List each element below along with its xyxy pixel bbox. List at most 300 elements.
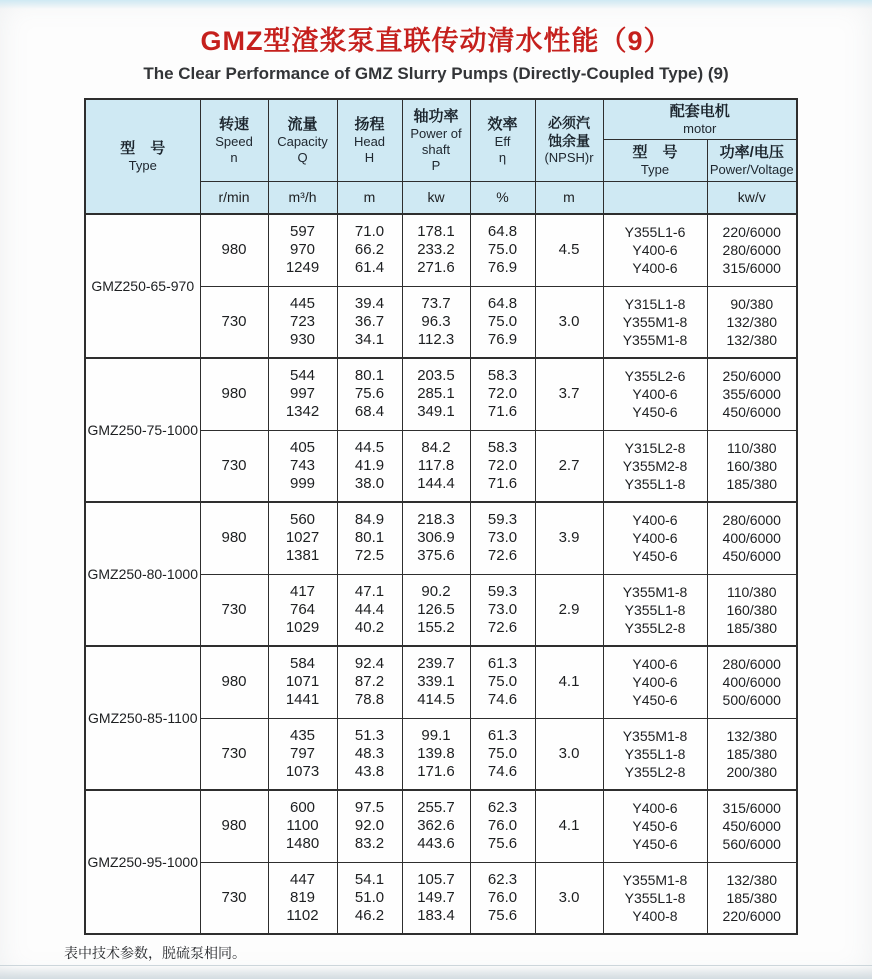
capacity-cell-value: 1071 <box>285 673 320 691</box>
motor-power-cell-value: 500/6000 <box>722 692 781 709</box>
motor-type-cell-value: Y400-6 <box>632 656 678 673</box>
col-header-speed-zh: 转速 <box>218 115 249 133</box>
shaft-power-cell <box>402 862 470 934</box>
capacity-cell <box>268 790 337 862</box>
capacity-cell-value: 435 <box>289 726 316 744</box>
motor-type-cell-value: Y355L1-8 <box>624 745 686 762</box>
motor-power-cell-value: 400/6000 <box>722 674 781 691</box>
motor-type-cell-value: Y400-6 <box>632 386 678 403</box>
col-header-npsh <box>535 99 603 181</box>
col-header-capacity <box>268 99 337 181</box>
speed-cell-value: 980 <box>221 673 247 691</box>
capacity-cell-value: 1342 <box>285 403 320 421</box>
col-header-type-zh: 型 号 <box>120 140 166 157</box>
motor-power-cell <box>707 646 797 718</box>
motor-type-cell-value: Y355M1-8 <box>622 871 688 888</box>
speed-cell <box>200 430 268 502</box>
head-cell-value: 43.8 <box>354 762 385 780</box>
npsh-cell-value: 3.7 <box>558 385 580 403</box>
eff-cell-value: 58.3 <box>487 438 518 456</box>
eff-cell <box>470 718 535 790</box>
motor-power-cell-value: 90/380 <box>730 295 774 312</box>
page-title: GMZ型渣浆泵直联传动清水性能（9） <box>200 26 672 56</box>
col-header-npsh-zh: 必须汽蚀余量 <box>548 115 590 150</box>
col-header-motor-power <box>707 139 797 181</box>
eff-cell-value: 71.6 <box>487 403 518 421</box>
motor-type-cell-value: Y355M1-8 <box>622 583 688 600</box>
col-header-eff <box>470 99 535 181</box>
capacity-cell-value: 1249 <box>285 259 320 277</box>
head-cell-value: 78.8 <box>354 691 385 709</box>
shaft-power-cell-value: 117.8 <box>417 456 455 474</box>
motor-type-cell <box>603 646 707 718</box>
head-cell <box>337 502 402 574</box>
npsh-cell-value: 4.1 <box>558 673 580 691</box>
capacity-cell <box>268 286 337 358</box>
capacity-cell-value: 997 <box>289 385 316 403</box>
shaft-power-cell-value: 144.4 <box>417 474 455 492</box>
motor-type-cell <box>603 430 707 502</box>
npsh-cell <box>535 718 603 790</box>
col-header-npsh-en: (NPSH)r <box>544 150 594 166</box>
head-cell-value: 47.1 <box>354 582 385 600</box>
unit-speed: r/min <box>200 181 268 214</box>
motor-type-cell-value: Y355M2-8 <box>622 457 688 474</box>
head-cell <box>337 430 402 502</box>
eff-cell <box>470 358 535 430</box>
model-cell-value: GMZ250-75-1000 <box>87 422 198 438</box>
col-header-eff-sym: η <box>498 149 507 165</box>
shaft-power-cell-value: 183.4 <box>417 906 455 924</box>
speed-cell <box>200 718 268 790</box>
capacity-cell-value: 764 <box>289 600 316 618</box>
motor-type-cell-value: Y355M1-8 <box>622 313 688 330</box>
table-row <box>85 502 797 574</box>
eff-cell <box>470 646 535 718</box>
npsh-cell-value: 3.0 <box>558 744 580 762</box>
motor-type-cell-value: Y450-6 <box>632 836 678 853</box>
shaft-power-cell-value: 218.3 <box>417 511 455 529</box>
eff-cell-value: 73.0 <box>487 600 518 618</box>
head-cell-value: 92.4 <box>354 655 385 673</box>
motor-type-cell-value: Y355L2-8 <box>624 619 686 636</box>
unit-head: m <box>337 181 402 214</box>
speed-cell-value: 730 <box>221 888 247 906</box>
col-header-head <box>337 99 402 181</box>
capacity-cell-value: 743 <box>289 456 316 474</box>
eff-cell-value: 62.3 <box>487 799 518 817</box>
motor-power-cell-value: 315/6000 <box>722 260 781 277</box>
motor-power-cell-value: 450/6000 <box>722 548 781 565</box>
shaft-power-cell-value: 96.3 <box>421 312 451 330</box>
motor-type-cell-value: Y400-6 <box>632 260 678 277</box>
motor-power-cell-value: 200/380 <box>726 763 778 780</box>
eff-cell <box>470 862 535 934</box>
col-header-capacity-en: Capacity <box>277 133 328 149</box>
head-cell-value: 51.3 <box>354 726 385 744</box>
shaft-power-cell-value: 285.1 <box>417 385 455 403</box>
npsh-cell <box>535 430 603 502</box>
col-header-speed-en: Speed <box>215 133 253 149</box>
motor-type-cell-value: Y355M1-8 <box>622 727 688 744</box>
motor-type-cell-value: Y400-6 <box>632 674 678 691</box>
motor-type-cell <box>603 718 707 790</box>
shaft-power-cell <box>402 358 470 430</box>
shaft-power-cell-value: 84.2 <box>421 438 451 456</box>
head-cell-value: 46.2 <box>354 906 385 924</box>
eff-cell-value: 72.6 <box>487 618 518 636</box>
capacity-cell-value: 1029 <box>285 618 320 636</box>
eff-cell-value: 74.6 <box>487 762 518 780</box>
motor-power-cell-value: 220/6000 <box>722 907 781 924</box>
motor-type-cell-value: Y355L2-8 <box>624 763 686 780</box>
motor-power-cell-value: 450/6000 <box>722 818 781 835</box>
motor-power-cell <box>707 358 797 430</box>
motor-power-cell-value: 132/380 <box>726 871 778 888</box>
npsh-cell <box>535 574 603 646</box>
table-row <box>85 646 797 718</box>
capacity-cell-value: 584 <box>289 655 316 673</box>
shaft-power-cell-value: 112.3 <box>417 330 455 348</box>
page-subtitle: The Clear Performance of GMZ Slurry Pumps (Directly-Coupled Type) (9) <box>143 64 729 83</box>
speed-cell <box>200 646 268 718</box>
motor-type-cell-value: Y315L2-8 <box>624 439 686 456</box>
shaft-power-cell <box>402 214 470 286</box>
motor-power-cell-value: 185/380 <box>726 475 778 492</box>
capacity-cell-value: 1441 <box>285 691 320 709</box>
head-cell-value: 61.4 <box>354 259 385 277</box>
col-header-shaft-power-zh: 轴功率 <box>413 107 459 125</box>
shaft-power-cell-value: 171.6 <box>417 762 455 780</box>
col-header-eff-en: Eff <box>494 133 511 149</box>
npsh-cell-value: 2.9 <box>558 600 580 618</box>
head-cell-value: 44.4 <box>354 600 385 618</box>
col-header-motor-type-zh: 型 号 <box>632 143 678 161</box>
capacity-cell-value: 1100 <box>286 817 319 835</box>
head-cell <box>337 574 402 646</box>
table-footnote: 表中技术参数，脱硫泵相同。 <box>64 945 246 961</box>
col-header-motor-type <box>603 139 707 181</box>
motor-power-cell-value: 132/380 <box>726 727 778 744</box>
page-top-fade <box>0 0 872 9</box>
npsh-cell-value: 4.5 <box>558 241 580 259</box>
motor-type-cell-value: Y315L1-8 <box>624 295 686 312</box>
eff-cell-value: 73.0 <box>487 529 518 547</box>
motor-type-cell-value: Y355M1-8 <box>622 331 688 348</box>
col-header-motor-type-en: Type <box>640 161 670 177</box>
capacity-cell-value: 797 <box>289 744 316 762</box>
capacity-cell-value: 597 <box>289 223 316 241</box>
capacity-cell-value: 417 <box>289 582 316 600</box>
head-cell <box>337 286 402 358</box>
capacity-cell-value: 1073 <box>285 762 320 780</box>
motor-power-cell <box>707 574 797 646</box>
eff-cell <box>470 790 535 862</box>
eff-cell-value: 75.6 <box>487 835 518 853</box>
page-bottom-fade <box>0 965 872 979</box>
col-header-capacity-sym: Q <box>297 149 308 165</box>
motor-type-cell <box>603 358 707 430</box>
model-cell <box>85 358 200 502</box>
motor-power-cell-value: 110/380 <box>726 583 777 600</box>
capacity-cell <box>268 430 337 502</box>
eff-cell-value: 61.3 <box>487 655 518 673</box>
eff-cell <box>470 214 535 286</box>
motor-type-cell-value: Y400-6 <box>632 800 678 817</box>
motor-type-cell <box>603 502 707 574</box>
npsh-cell-value: 2.7 <box>558 456 580 474</box>
motor-power-cell-value: 132/380 <box>726 331 778 348</box>
eff-cell <box>470 502 535 574</box>
motor-type-cell-value: Y450-6 <box>632 548 678 565</box>
model-cell <box>85 790 200 934</box>
eff-cell-value: 74.6 <box>487 691 518 709</box>
speed-cell-value: 730 <box>221 456 247 474</box>
shaft-power-cell <box>402 790 470 862</box>
shaft-power-cell-value: 362.6 <box>417 817 455 835</box>
col-header-eff-zh: 效率 <box>487 115 518 133</box>
unit-shaft-power: kw <box>402 181 470 214</box>
motor-type-cell-value: Y355L1-8 <box>624 889 686 906</box>
shaft-power-cell-value: 239.7 <box>417 655 455 673</box>
col-header-motor <box>603 99 797 139</box>
speed-cell <box>200 574 268 646</box>
capacity-cell-value: 1102 <box>286 906 319 924</box>
model-cell-value: GMZ250-65-970 <box>91 278 195 294</box>
shaft-power-cell-value: 255.7 <box>417 799 455 817</box>
eff-cell-value: 64.8 <box>487 294 518 312</box>
motor-power-cell-value: 160/380 <box>726 601 778 618</box>
eff-cell <box>470 430 535 502</box>
eff-cell <box>470 574 535 646</box>
capacity-cell <box>268 502 337 574</box>
eff-cell-value: 75.0 <box>487 241 518 259</box>
head-cell-value: 75.6 <box>354 385 385 403</box>
shaft-power-cell <box>402 718 470 790</box>
capacity-cell <box>268 862 337 934</box>
table-row <box>85 790 797 862</box>
head-cell <box>337 790 402 862</box>
head-cell-value: 87.2 <box>354 673 385 691</box>
shaft-power-cell-value: 155.2 <box>417 618 455 636</box>
eff-cell-value: 76.9 <box>487 259 518 277</box>
head-cell <box>337 358 402 430</box>
npsh-cell <box>535 358 603 430</box>
head-cell-value: 83.2 <box>354 835 385 853</box>
eff-cell-value: 61.3 <box>487 726 518 744</box>
shaft-power-cell-value: 271.6 <box>417 259 455 277</box>
unit-npsh: m <box>535 181 603 214</box>
eff-cell-value: 72.0 <box>487 456 518 474</box>
eff-cell-value: 76.0 <box>487 888 518 906</box>
motor-type-cell-value: Y355L1-8 <box>624 475 686 492</box>
npsh-cell-value: 3.9 <box>558 529 580 547</box>
capacity-cell-value: 1027 <box>285 529 320 547</box>
head-cell-value: 66.2 <box>354 241 385 259</box>
eff-cell-value: 62.3 <box>487 870 518 888</box>
motor-type-cell <box>603 214 707 286</box>
shaft-power-cell-value: 105.7 <box>417 870 455 888</box>
motor-type-cell <box>603 862 707 934</box>
head-cell-value: 40.2 <box>354 618 385 636</box>
shaft-power-cell-value: 99.1 <box>421 726 451 744</box>
motor-type-cell-value: Y400-8 <box>632 907 678 924</box>
capacity-cell-value: 1480 <box>285 835 320 853</box>
motor-power-cell <box>707 718 797 790</box>
eff-cell-value: 58.3 <box>487 367 518 385</box>
motor-power-cell-value: 355/6000 <box>722 386 781 403</box>
head-cell-value: 84.9 <box>354 511 385 529</box>
capacity-cell-value: 560 <box>289 511 316 529</box>
motor-power-cell-value: 400/6000 <box>722 530 781 547</box>
shaft-power-cell-value: 306.9 <box>417 529 455 547</box>
head-cell <box>337 214 402 286</box>
eff-cell-value: 59.3 <box>487 582 518 600</box>
performance-table <box>84 98 798 935</box>
eff-cell-value: 75.6 <box>487 906 518 924</box>
head-cell-value: 97.5 <box>354 799 385 817</box>
capacity-cell-value: 544 <box>289 367 316 385</box>
capacity-cell <box>268 214 337 286</box>
shaft-power-cell-value: 375.6 <box>417 547 455 565</box>
eff-cell-value: 64.8 <box>487 223 518 241</box>
head-cell-value: 44.5 <box>354 438 385 456</box>
motor-power-cell <box>707 214 797 286</box>
motor-type-cell <box>603 286 707 358</box>
eff-cell <box>470 286 535 358</box>
col-header-capacity-zh: 流量 <box>287 115 318 133</box>
capacity-cell-value: 999 <box>289 474 316 492</box>
motor-type-cell <box>603 790 707 862</box>
shaft-power-cell <box>402 574 470 646</box>
shaft-power-cell-value: 90.2 <box>421 582 451 600</box>
npsh-cell <box>535 862 603 934</box>
head-cell-value: 48.3 <box>354 744 385 762</box>
model-cell <box>85 502 200 646</box>
model-cell-value: GMZ250-80-1000 <box>87 566 198 582</box>
motor-type-cell-value: Y355L1-6 <box>624 224 686 241</box>
eff-cell-value: 72.0 <box>487 385 518 403</box>
motor-power-cell <box>707 286 797 358</box>
head-cell-value: 92.0 <box>354 817 385 835</box>
unit-motor-power: kw/v <box>707 181 797 214</box>
speed-cell <box>200 214 268 286</box>
col-header-shaft-power-en: Power of shaft <box>410 125 462 157</box>
head-cell-value: 36.7 <box>354 312 385 330</box>
col-header-motor-en: motor <box>683 120 717 136</box>
motor-power-cell-value: 185/380 <box>726 889 778 906</box>
motor-power-cell <box>707 862 797 934</box>
pump-table-body <box>85 214 797 934</box>
col-header-motor-zh: 配套电机 <box>669 102 730 120</box>
shaft-power-cell-value: 178.1 <box>417 223 455 241</box>
capacity-cell-value: 1381 <box>285 547 320 565</box>
capacity-cell <box>268 358 337 430</box>
head-cell-value: 68.4 <box>354 403 385 421</box>
shaft-power-cell <box>402 502 470 574</box>
motor-power-cell-value: 450/6000 <box>722 404 781 421</box>
speed-cell <box>200 862 268 934</box>
eff-cell-value: 76.9 <box>487 330 518 348</box>
npsh-cell <box>535 646 603 718</box>
speed-cell-value: 980 <box>221 817 247 835</box>
eff-cell-value: 75.0 <box>487 744 518 762</box>
motor-type-cell-value: Y400-6 <box>632 512 678 529</box>
npsh-cell-value: 3.0 <box>558 312 580 330</box>
unit-eff: % <box>470 181 535 214</box>
head-cell-value: 80.1 <box>354 529 385 547</box>
motor-power-cell-value: 110/380 <box>726 439 777 456</box>
col-header-head-en: Head <box>353 133 386 149</box>
capacity-cell-value: 723 <box>289 312 316 330</box>
unit-capacity: m³/h <box>268 181 337 214</box>
speed-cell-value: 980 <box>221 529 247 547</box>
capacity-cell-value: 447 <box>289 870 316 888</box>
col-header-motor-power-en: Power/Voltage <box>709 161 794 177</box>
col-header-speed-sym: n <box>230 149 238 165</box>
capacity-cell-value: 930 <box>289 330 316 348</box>
shaft-power-cell-value: 339.1 <box>417 673 455 691</box>
motor-type-cell-value: Y400-6 <box>632 530 678 547</box>
head-cell-value: 38.0 <box>354 474 385 492</box>
model-cell-value: GMZ250-95-1000 <box>87 854 198 870</box>
npsh-cell <box>535 214 603 286</box>
eff-cell-value: 76.0 <box>487 817 518 835</box>
motor-power-cell-value: 280/6000 <box>722 512 781 529</box>
speed-cell-value: 730 <box>221 744 247 762</box>
col-header-speed <box>200 99 268 181</box>
head-cell-value: 72.5 <box>354 547 385 565</box>
motor-type-cell-value: Y355L2-6 <box>624 368 686 385</box>
shaft-power-cell-value: 139.8 <box>417 744 455 762</box>
motor-type-cell-value: Y450-6 <box>632 692 678 709</box>
speed-cell <box>200 358 268 430</box>
shaft-power-cell <box>402 430 470 502</box>
head-cell-value: 51.0 <box>354 888 385 906</box>
capacity-cell-value: 445 <box>289 294 316 312</box>
capacity-cell-value: 600 <box>289 799 316 817</box>
speed-cell-value: 730 <box>221 600 247 618</box>
npsh-cell <box>535 502 603 574</box>
motor-power-cell-value: 280/6000 <box>722 242 781 259</box>
head-cell-value: 39.4 <box>354 294 385 312</box>
speed-cell-value: 980 <box>221 241 247 259</box>
head-cell <box>337 646 402 718</box>
motor-type-cell-value: Y355L1-8 <box>624 601 686 618</box>
head-cell-value: 34.1 <box>354 330 385 348</box>
head-cell-value: 80.1 <box>354 367 385 385</box>
eff-cell-value: 75.0 <box>487 312 518 330</box>
npsh-cell <box>535 790 603 862</box>
col-header-type-en: Type <box>128 158 157 173</box>
speed-cell <box>200 502 268 574</box>
shaft-power-cell-value: 203.5 <box>417 367 455 385</box>
shaft-power-cell-value: 149.7 <box>417 888 455 906</box>
speed-cell <box>200 790 268 862</box>
speed-cell <box>200 286 268 358</box>
capacity-cell <box>268 646 337 718</box>
motor-type-cell-value: Y450-6 <box>632 818 678 835</box>
col-header-type <box>85 99 200 214</box>
capacity-cell-value: 970 <box>289 241 316 259</box>
capacity-cell <box>268 718 337 790</box>
col-header-motor-power-zh: 功率/电压 <box>719 143 784 161</box>
shaft-power-cell <box>402 286 470 358</box>
motor-power-cell-value: 315/6000 <box>722 800 781 817</box>
speed-cell-value: 980 <box>221 385 247 403</box>
col-header-shaft-power <box>402 99 470 181</box>
motor-power-cell-value: 185/380 <box>726 619 778 636</box>
